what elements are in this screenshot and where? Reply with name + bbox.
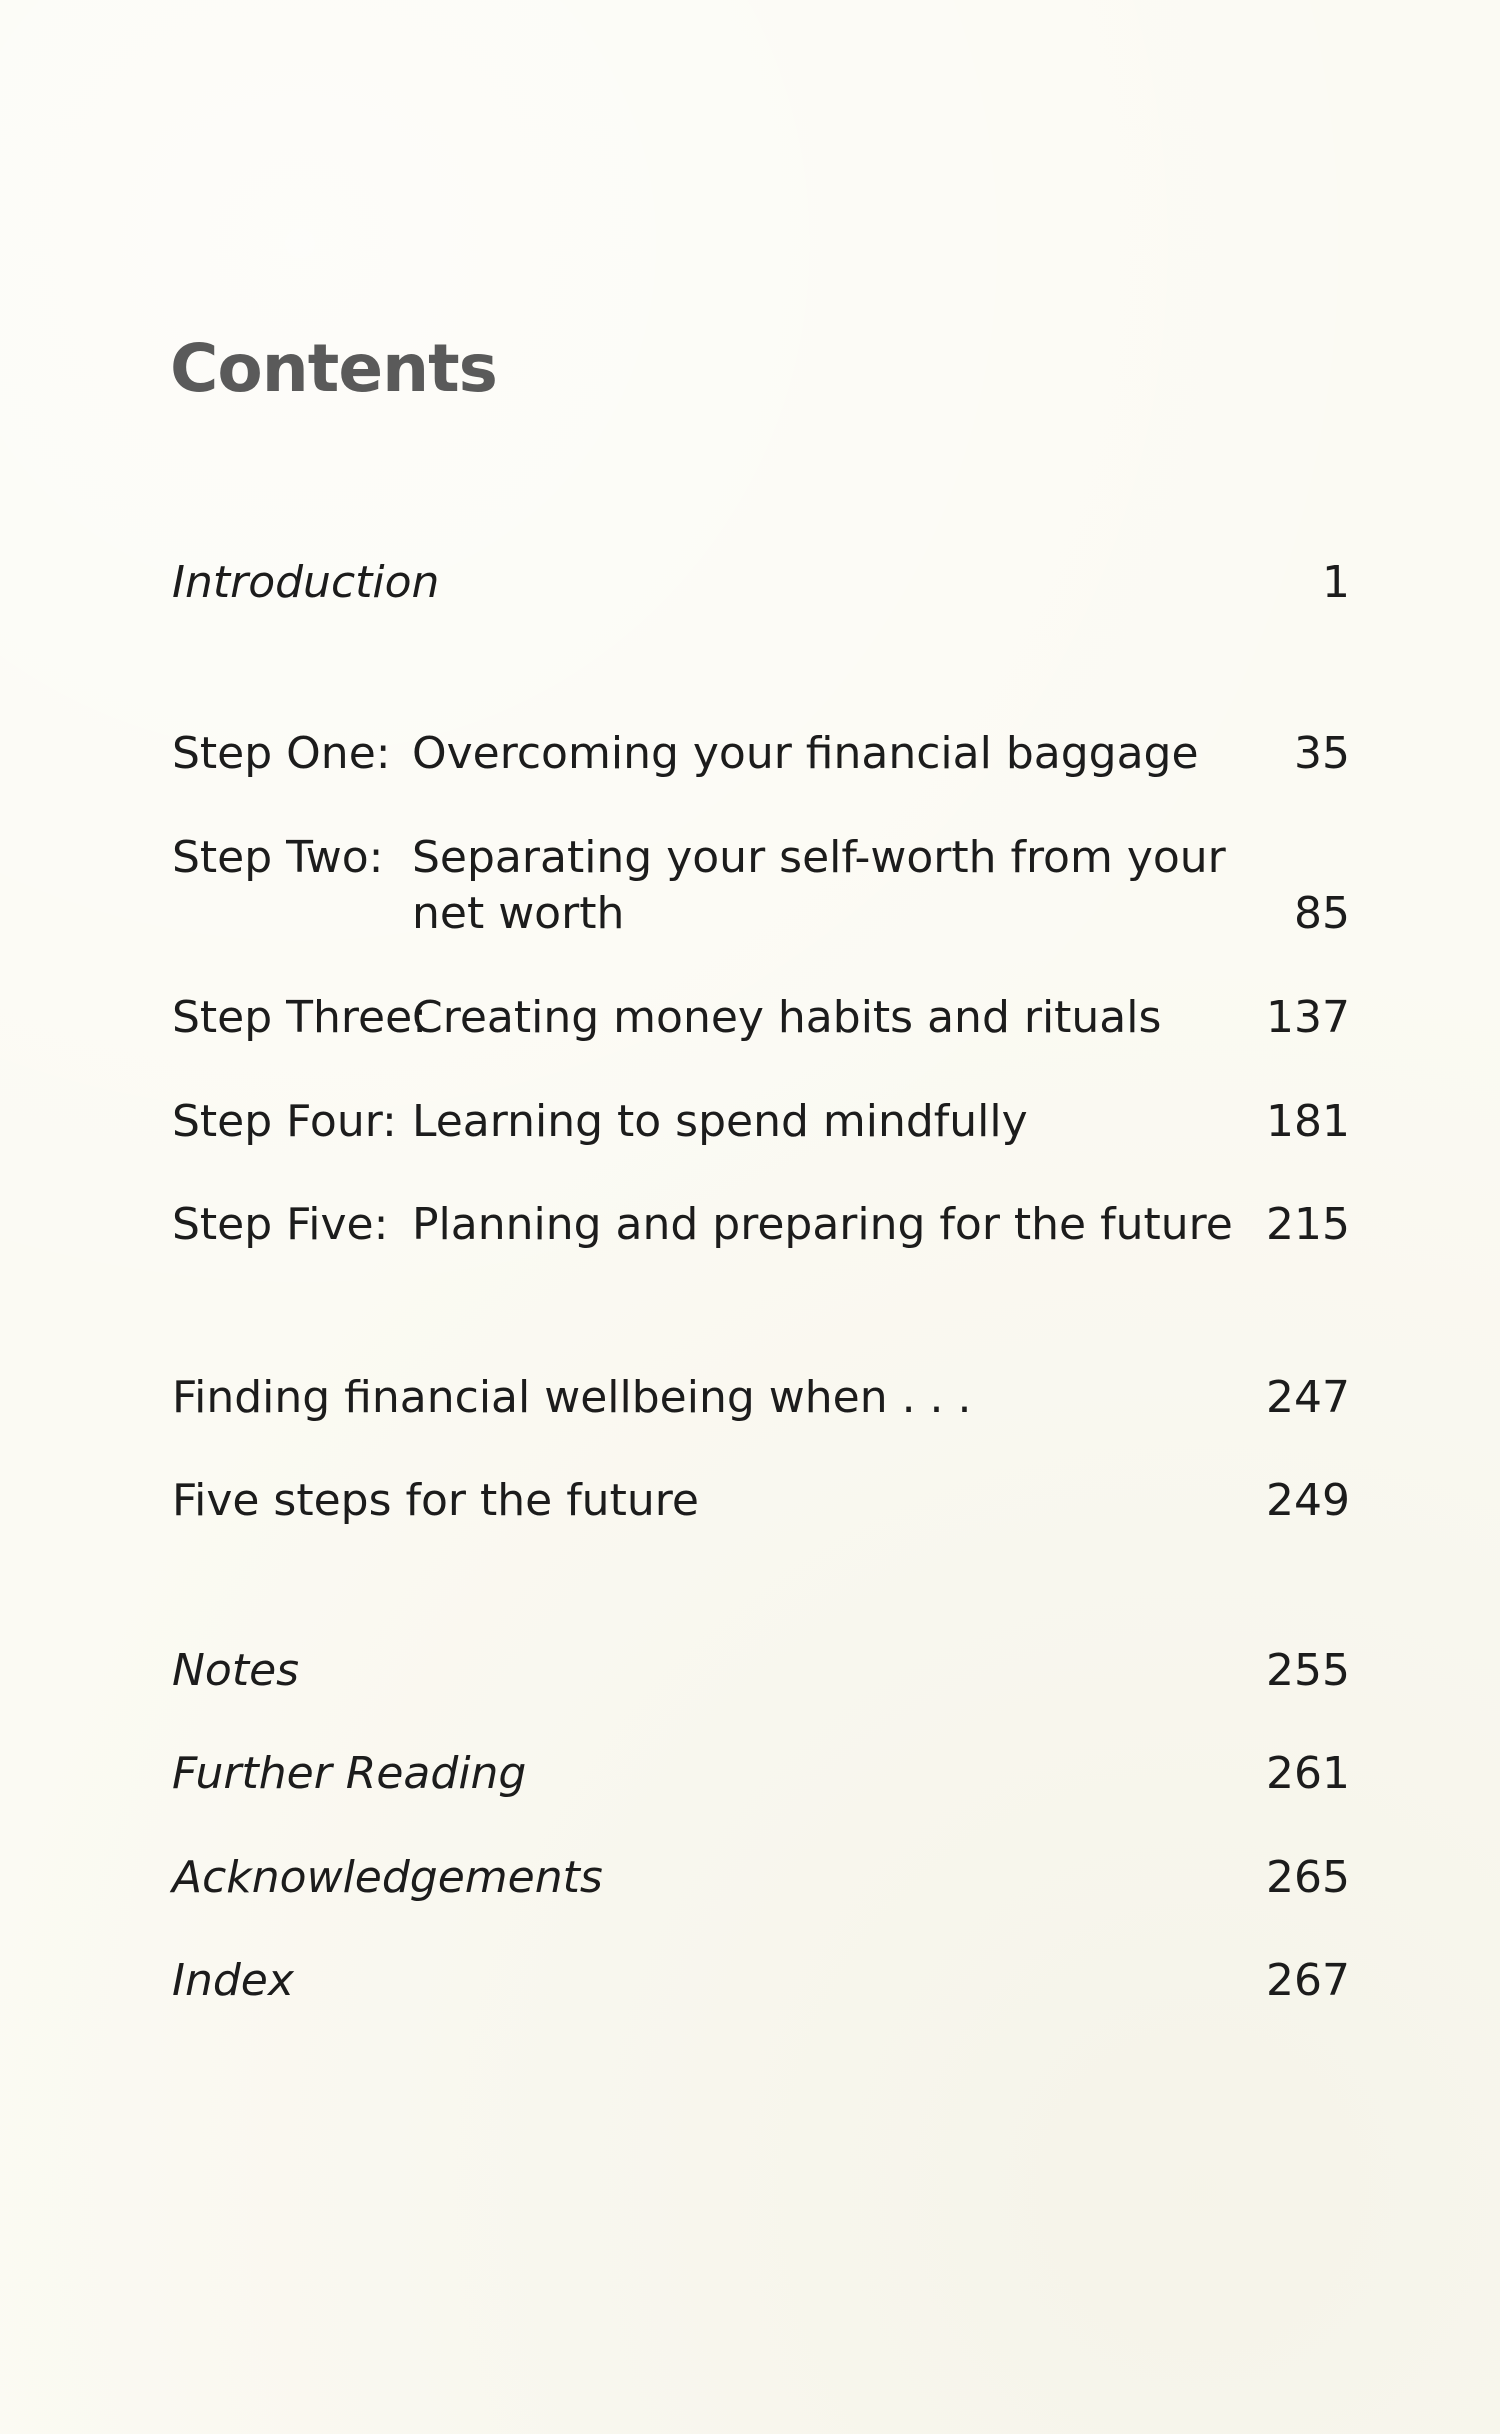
toc-page-number: 267 — [1266, 1955, 1350, 2006]
step-label: Step Four: — [172, 1096, 397, 1147]
toc-entry-label: Further Reading — [172, 1748, 527, 1799]
toc-page-number: 247 — [1266, 1372, 1350, 1423]
step-label: Step Three: — [172, 992, 428, 1043]
toc-page-number: 215 — [1266, 1199, 1350, 1250]
toc-page-number: 249 — [1266, 1475, 1350, 1526]
toc-entry-label: Introduction — [172, 557, 440, 608]
toc-page-number: 35 — [1294, 728, 1350, 779]
toc-page-number: 1 — [1322, 557, 1350, 608]
step-label: Step One: — [172, 728, 391, 779]
step-title: Planning and preparing for the future — [412, 1199, 1233, 1250]
step-label: Step Five: — [172, 1199, 389, 1250]
step-title: Overcoming your financial baggage — [412, 728, 1199, 779]
toc-page-number: 255 — [1266, 1645, 1350, 1696]
toc-entry-label: Finding financial wellbeing when . . . — [172, 1372, 972, 1423]
step-title: Learning to spend mindfully — [412, 1096, 1028, 1147]
step-title-line2: net worth — [412, 888, 625, 939]
toc-page-number: 261 — [1266, 1748, 1350, 1799]
toc-entry-label: Acknowledgements — [172, 1852, 603, 1903]
toc-entry-label: Index — [172, 1955, 294, 2006]
toc-page-number: 265 — [1266, 1852, 1350, 1903]
toc-page-number: 181 — [1266, 1096, 1350, 1147]
toc-page-number: 137 — [1266, 992, 1350, 1043]
toc-entry-label: Five steps for the future — [172, 1475, 699, 1526]
step-label: Step Two: — [172, 832, 384, 883]
step-title: Creating money habits and rituals — [412, 992, 1162, 1043]
toc-entry-step-two — [0, 830, 1500, 942]
step-title-line1: Separating your self-worth from your — [412, 832, 1226, 883]
page-title: Contents — [170, 330, 497, 407]
toc-page-number: 85 — [1294, 888, 1350, 939]
toc-entry-label: Notes — [172, 1645, 300, 1696]
